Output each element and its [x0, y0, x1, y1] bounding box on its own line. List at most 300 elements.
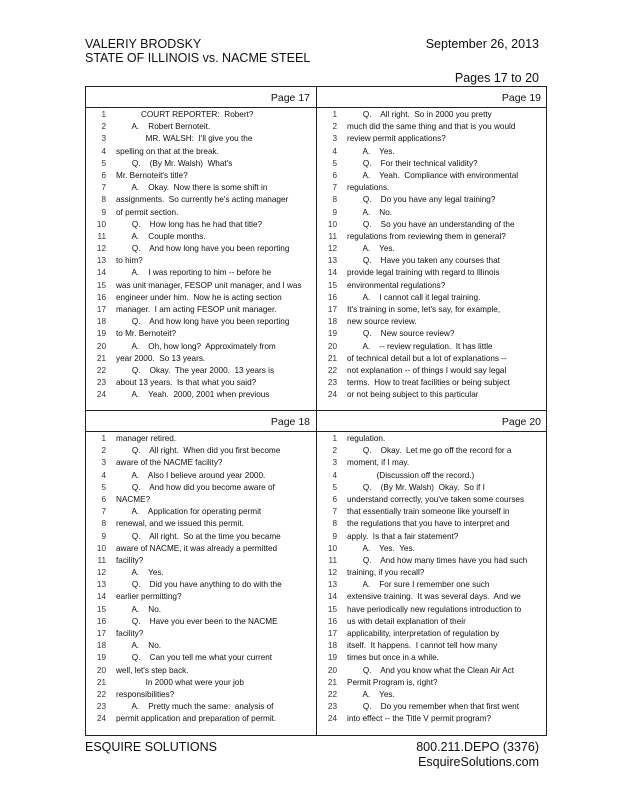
- line-text: applicability, interpretation of regulation by: [347, 629, 500, 638]
- line-number: 21: [327, 677, 337, 687]
- line-text: A. Also I believe around year 2000.: [116, 470, 266, 480]
- page-header-rule: [86, 431, 316, 432]
- line-text: facility?: [116, 629, 144, 638]
- transcript-line: [317, 579, 547, 591]
- line-text: Q. Do you remember when that first went: [347, 702, 520, 712]
- line-number: 23: [327, 702, 337, 712]
- line-number: 10: [96, 219, 106, 229]
- line-number: 23: [96, 378, 106, 388]
- transcript-line: [86, 604, 316, 616]
- transcript-line: [86, 133, 316, 145]
- line-number: 7: [332, 183, 337, 193]
- line-number: 6: [332, 494, 337, 504]
- transcript-line: [86, 567, 316, 579]
- line-text: It's training in some, let's say, for example,: [347, 305, 501, 314]
- line-number: 5: [332, 482, 337, 492]
- page-header-rule: [317, 107, 547, 108]
- page-number: Page 17: [270, 92, 310, 104]
- line-text: Q. And how long have you been reporting: [116, 317, 290, 327]
- line-number: 4: [332, 470, 337, 480]
- line-text: or not being subject to this particular: [347, 390, 479, 400]
- transcript-line: [86, 121, 316, 133]
- transcript-line: [317, 219, 547, 231]
- line-text: NACME?: [116, 494, 151, 504]
- line-number: 24: [96, 714, 106, 724]
- transcript-line: [317, 255, 547, 267]
- line-text: review permit applications?: [347, 134, 446, 144]
- line-text: was unit manager, FESOP unit manager, and I was: [116, 280, 302, 290]
- line-text: Q. For their technical validity?: [347, 158, 478, 168]
- transcript-line: [317, 158, 547, 170]
- transcript-line: [317, 604, 547, 616]
- line-number: 18: [327, 317, 337, 327]
- line-text: A. Yeah. Compliance with environmental: [347, 170, 519, 180]
- line-number: 3: [332, 134, 337, 144]
- transcript-line: [86, 713, 316, 725]
- line-text: A. No.: [347, 207, 393, 217]
- line-number: 15: [327, 604, 337, 614]
- line-text: A. Yes. Yes.: [347, 543, 415, 553]
- line-text: A. Robert Bernoteit.: [116, 122, 211, 132]
- transcript-line: [86, 341, 316, 353]
- line-number: 9: [332, 207, 337, 217]
- transcript-line: [86, 628, 316, 640]
- page-number: Page 20: [501, 416, 541, 428]
- transcript-line: [86, 433, 316, 445]
- line-text: manager retired.: [116, 434, 177, 443]
- line-number: 8: [101, 195, 106, 205]
- line-text: A. Couple months.: [116, 231, 206, 241]
- line-text: A. I cannot call it legal training.: [347, 292, 481, 302]
- footer-company: ESQUIRE SOLUTIONS: [85, 740, 217, 754]
- line-text: Q. All right. When did you first become: [116, 446, 281, 456]
- line-text: environmental regulations?: [347, 280, 446, 290]
- transcript-line: [317, 133, 547, 145]
- line-text: Q. And how many times have you had such: [347, 555, 528, 565]
- witness-name: VALERIY BRODSKY: [85, 37, 202, 51]
- line-number: 23: [327, 378, 337, 388]
- line-text: engineer under him. Now he is acting section: [116, 292, 282, 302]
- transcript-line: [317, 652, 547, 664]
- line-number: 7: [101, 183, 106, 193]
- transcript-line: [86, 316, 316, 328]
- page-header-rule: [317, 431, 547, 432]
- transcript-line: [86, 689, 316, 701]
- line-number: 2: [101, 122, 106, 132]
- line-number: 21: [327, 353, 337, 363]
- line-number: 1: [101, 434, 106, 443]
- line-text: A. Yes.: [347, 689, 395, 699]
- line-text: apply. Is that a fair statement?: [347, 531, 459, 541]
- line-number: 24: [327, 714, 337, 724]
- transcript-line: [317, 341, 547, 353]
- transcript-line: [317, 377, 547, 389]
- line-text: of technical detail but a lot of explanations --: [347, 353, 507, 363]
- line-number: 19: [96, 653, 106, 663]
- line-number: 1: [332, 434, 337, 443]
- transcript-line: [86, 109, 316, 121]
- page-range: Pages 17 to 20: [454, 71, 539, 85]
- line-number: 9: [101, 207, 106, 217]
- line-text: In 2000 what were your job: [116, 677, 244, 687]
- line-number: 18: [96, 641, 106, 651]
- line-text: well, let's step back.: [116, 665, 189, 675]
- line-text: not explanation -- of things I would say legal: [347, 365, 507, 375]
- line-number: 11: [328, 231, 337, 241]
- line-number: 18: [327, 641, 337, 651]
- transcript-line: [317, 267, 547, 279]
- line-text: Q. (By Mr. Walsh) Okay. So if I: [347, 482, 485, 492]
- line-text: Q. And how did you become aware of: [116, 482, 275, 492]
- transcript-line: [317, 518, 547, 530]
- transcript-line: [317, 304, 547, 316]
- line-number: 16: [327, 616, 337, 626]
- transcript-line: [86, 158, 316, 170]
- transcript-line: [86, 470, 316, 482]
- footer-website: EsquireSolutions.com: [418, 755, 539, 769]
- transcript-line: [317, 591, 547, 603]
- line-text: the regulations that you have to interpret and: [347, 519, 510, 529]
- line-number: 3: [101, 134, 106, 144]
- line-number: 22: [327, 365, 337, 375]
- line-number: 19: [96, 329, 106, 339]
- line-number: 21: [96, 353, 106, 363]
- transcript-page-18: [86, 411, 316, 733]
- transcript-line: [317, 280, 547, 292]
- line-text: of permit section.: [116, 207, 179, 217]
- transcript-line: [317, 170, 547, 182]
- line-text: permit application and preparation of permit.: [116, 714, 277, 724]
- line-text: facility?: [116, 555, 144, 565]
- line-text: to him?: [116, 256, 143, 266]
- line-text: aware of NACME, it was already a permitted: [116, 543, 278, 553]
- line-number: 22: [96, 365, 106, 375]
- transcript-line: [86, 640, 316, 652]
- line-number: 17: [96, 305, 106, 314]
- line-text: Q. And you know what the Clean Air Act: [347, 665, 515, 675]
- line-text: training, if you recall?: [347, 568, 425, 578]
- line-text: Q. All right. So at the time you became: [116, 531, 281, 541]
- transcript-lines: [86, 433, 316, 726]
- line-number: 11: [328, 555, 337, 565]
- transcript-line: [317, 207, 547, 219]
- transcript-lines: [317, 109, 547, 402]
- transcript-line: [317, 365, 547, 377]
- transcript-line: [86, 304, 316, 316]
- line-number: 19: [327, 329, 337, 339]
- transcript-line: [317, 628, 547, 640]
- line-number: 5: [101, 482, 106, 492]
- transcript-line: [317, 531, 547, 543]
- line-text: manager. I am acting FESOP unit manager.: [116, 305, 277, 314]
- line-number: 20: [327, 341, 337, 351]
- transcript-line: [86, 543, 316, 555]
- line-number: 3: [101, 458, 106, 468]
- line-number: 22: [96, 689, 106, 699]
- line-number: 18: [96, 317, 106, 327]
- line-text: A. I was reporting to him -- before he: [116, 268, 272, 278]
- transcript-line: [317, 292, 547, 304]
- line-number: 15: [327, 280, 337, 290]
- line-text: Q. How long has he had that title?: [116, 219, 263, 229]
- transcript-line: [317, 316, 547, 328]
- line-number: 2: [101, 446, 106, 456]
- line-number: 12: [327, 568, 337, 578]
- line-number: 22: [327, 689, 337, 699]
- transcript-line: [86, 353, 316, 365]
- transcript-line: [86, 328, 316, 340]
- line-number: 14: [96, 268, 106, 278]
- line-number: 16: [96, 616, 106, 626]
- line-number: 2: [332, 446, 337, 456]
- line-number: 11: [97, 231, 106, 241]
- transcript-lines: [317, 433, 547, 726]
- line-text: that essentially train someone like yourself in: [347, 507, 510, 517]
- line-text: A. For sure I remember one such: [347, 580, 490, 590]
- line-number: 6: [332, 170, 337, 180]
- line-number: 5: [332, 158, 337, 168]
- line-text: COURT REPORTER: Robert?: [116, 110, 254, 119]
- line-number: 21: [96, 677, 106, 687]
- case-title: STATE OF ILLINOIS vs. NACME STEEL: [85, 51, 311, 65]
- line-text: A. Yes.: [347, 244, 395, 254]
- transcript-line: [317, 231, 547, 243]
- line-text: regulation.: [347, 434, 386, 443]
- line-text: renewal, and we issued this permit.: [116, 519, 244, 529]
- transcript-line: [317, 328, 547, 340]
- line-text: A. Application for operating permit: [116, 507, 262, 517]
- line-text: Q. Okay. Let me go off the record for a: [347, 446, 512, 456]
- transcript-line: [317, 433, 547, 445]
- line-text: Q. Have you taken any courses that: [347, 256, 500, 266]
- line-text: A. -- review regulation. It has little: [347, 341, 493, 351]
- transcript-line: [86, 555, 316, 567]
- line-number: 4: [101, 470, 106, 480]
- transcript-line: [317, 567, 547, 579]
- transcript-line: [317, 506, 547, 518]
- line-text: Q. So you have an understanding of the: [347, 219, 515, 229]
- transcript-line: [86, 365, 316, 377]
- transcript-line: [86, 182, 316, 194]
- transcript-line: [317, 701, 547, 713]
- line-number: 16: [327, 292, 337, 302]
- page-number: Page 18: [270, 416, 310, 428]
- page-number: Page 19: [501, 92, 541, 104]
- line-number: 6: [101, 170, 106, 180]
- line-number: 12: [327, 244, 337, 254]
- transcript-line: [317, 494, 547, 506]
- transcript-line: [317, 616, 547, 628]
- line-text: A. Oh, how long? Approximately from: [116, 341, 276, 351]
- line-number: 1: [332, 110, 337, 119]
- transcript-line: [86, 389, 316, 401]
- line-text: responsibilities?: [116, 689, 175, 699]
- line-text: about 13 years. Is that what you said?: [116, 378, 257, 388]
- line-text: A. Yes.: [347, 146, 395, 156]
- line-text: earlier permitting?: [116, 592, 182, 602]
- line-number: 8: [332, 195, 337, 205]
- line-number: 17: [327, 629, 337, 638]
- transcript-line: [86, 255, 316, 267]
- line-text: MR. WALSH: I'll give you the: [116, 134, 253, 144]
- line-number: 9: [332, 531, 337, 541]
- transcript-line: [86, 231, 316, 243]
- line-number: 12: [96, 244, 106, 254]
- line-text: regulations.: [347, 183, 390, 193]
- line-text: aware of the NACME facility?: [116, 458, 223, 468]
- line-text: much did the same thing and that is you would: [347, 122, 516, 132]
- line-number: 17: [327, 305, 337, 314]
- line-text: Q. Did you have anything to do with the: [116, 580, 282, 590]
- transcript-line: [317, 640, 547, 652]
- transcript-lines: [86, 109, 316, 402]
- line-number: 12: [96, 568, 106, 578]
- line-text: A. Pretty much the same: analysis of: [116, 702, 274, 712]
- transcript-line: [86, 677, 316, 689]
- line-number: 13: [327, 580, 337, 590]
- transcript-line: [317, 543, 547, 555]
- transcript-line: [317, 445, 547, 457]
- line-number: 14: [327, 592, 337, 602]
- line-text: assignments. So currently he's acting manager: [116, 195, 289, 205]
- transcript-line: [86, 665, 316, 677]
- line-number: 13: [96, 256, 106, 266]
- line-text: regulations from reviewing them in general?: [347, 231, 506, 241]
- line-text: into effect -- the Title V permit program?: [347, 714, 492, 724]
- line-number: 10: [327, 543, 337, 553]
- line-number: 9: [101, 531, 106, 541]
- line-text: terms. How to treat facilities or being subject: [347, 378, 510, 388]
- line-number: 23: [96, 702, 106, 712]
- transcript-line: [317, 555, 547, 567]
- line-text: Q. Okay. The year 2000. 13 years is: [116, 365, 275, 375]
- line-text: times but once in a while.: [347, 653, 439, 663]
- line-text: provide legal training with regard to Illinois: [347, 268, 500, 278]
- transcript-line: [86, 616, 316, 628]
- transcript-line: [86, 280, 316, 292]
- deposition-date: September 26, 2013: [425, 37, 539, 51]
- line-number: 6: [101, 494, 106, 504]
- transcript-line: [86, 579, 316, 591]
- line-text: Permit Program is, right?: [347, 677, 438, 687]
- line-number: 4: [101, 146, 106, 156]
- line-number: 24: [327, 390, 337, 400]
- line-number: 1: [101, 110, 106, 119]
- transcript-line: [317, 146, 547, 158]
- transcript-line: [317, 182, 547, 194]
- transcript-line: [317, 665, 547, 677]
- transcript-line: [86, 457, 316, 469]
- transcript-page-19: [317, 87, 547, 409]
- line-number: 16: [96, 292, 106, 302]
- line-number: 2: [332, 122, 337, 132]
- line-number: 24: [96, 390, 106, 400]
- transcript-line: [86, 482, 316, 494]
- transcript-line: [317, 243, 547, 255]
- line-number: 13: [96, 580, 106, 590]
- transcript-line: [86, 531, 316, 543]
- line-text: A. No.: [116, 641, 162, 651]
- line-text: Q. New source review?: [347, 329, 455, 339]
- line-text: A. No.: [116, 604, 162, 614]
- line-number: 15: [96, 604, 106, 614]
- line-number: 20: [96, 341, 106, 351]
- transcript-line: [86, 170, 316, 182]
- transcript-line: [317, 109, 547, 121]
- transcript-line: [317, 482, 547, 494]
- line-text: extensive training. It was several days. And we: [347, 592, 521, 602]
- line-text: Q. Do you have any legal training?: [347, 195, 496, 205]
- line-number: 10: [327, 219, 337, 229]
- line-text: A. Yes.: [116, 568, 164, 578]
- line-text: Q. Have you ever been to the NACME: [116, 616, 278, 626]
- line-number: 17: [96, 629, 106, 638]
- transcript-line: [86, 506, 316, 518]
- transcript-page-17: [86, 87, 316, 409]
- line-text: us with detail explanation of their: [347, 616, 466, 626]
- footer-phone: 800.211.DEPO (3376): [416, 740, 539, 754]
- transcript-line: [317, 389, 547, 401]
- line-number: 4: [332, 146, 337, 156]
- transcript-line: [317, 677, 547, 689]
- transcript-line: [86, 652, 316, 664]
- transcript-line: [86, 207, 316, 219]
- line-number: 8: [101, 519, 106, 529]
- line-number: 3: [332, 458, 337, 468]
- line-text: (Discussion off the record.): [347, 470, 475, 480]
- line-text: to Mr. Bernoteit?: [116, 329, 177, 339]
- line-text: year 2000. So 13 years.: [116, 353, 206, 363]
- transcript-line: [86, 591, 316, 603]
- transcript-line: [86, 494, 316, 506]
- transcript-line: [86, 518, 316, 530]
- transcript-line: [317, 470, 547, 482]
- line-number: 11: [97, 555, 106, 565]
- line-number: 20: [96, 665, 106, 675]
- line-text: have periodically new regulations introduction to: [347, 604, 522, 614]
- line-text: itself. It happens. I cannot tell how many: [347, 641, 498, 651]
- line-text: A. Okay. Now there is some shift in: [116, 183, 268, 193]
- line-number: 19: [327, 653, 337, 663]
- transcript-line: [86, 219, 316, 231]
- line-text: understand correctly, you've taken some courses: [347, 494, 525, 504]
- line-number: 7: [332, 507, 337, 517]
- line-number: 10: [96, 543, 106, 553]
- line-number: 13: [327, 256, 337, 266]
- line-number: 8: [332, 519, 337, 529]
- transcript-line: [317, 457, 547, 469]
- transcript-line: [317, 194, 547, 206]
- transcript-line: [317, 121, 547, 133]
- transcript-line: [86, 267, 316, 279]
- page-header-rule: [86, 107, 316, 108]
- transcript-line: [86, 377, 316, 389]
- line-number: 15: [96, 280, 106, 290]
- line-number: 20: [327, 665, 337, 675]
- transcript-line: [86, 146, 316, 158]
- line-text: A. Yeah. 2000, 2001 when previous: [116, 390, 270, 400]
- line-text: spelling on that at the break.: [116, 146, 219, 156]
- transcript-line: [86, 292, 316, 304]
- transcript-line: [86, 445, 316, 457]
- transcript-line: [86, 701, 316, 713]
- line-number: 5: [101, 158, 106, 168]
- line-text: moment, if I may.: [347, 458, 410, 468]
- line-text: new source review.: [347, 317, 417, 327]
- transcript-line: [317, 689, 547, 701]
- line-number: 14: [327, 268, 337, 278]
- line-text: Mr. Bernoteit's title?: [116, 170, 188, 180]
